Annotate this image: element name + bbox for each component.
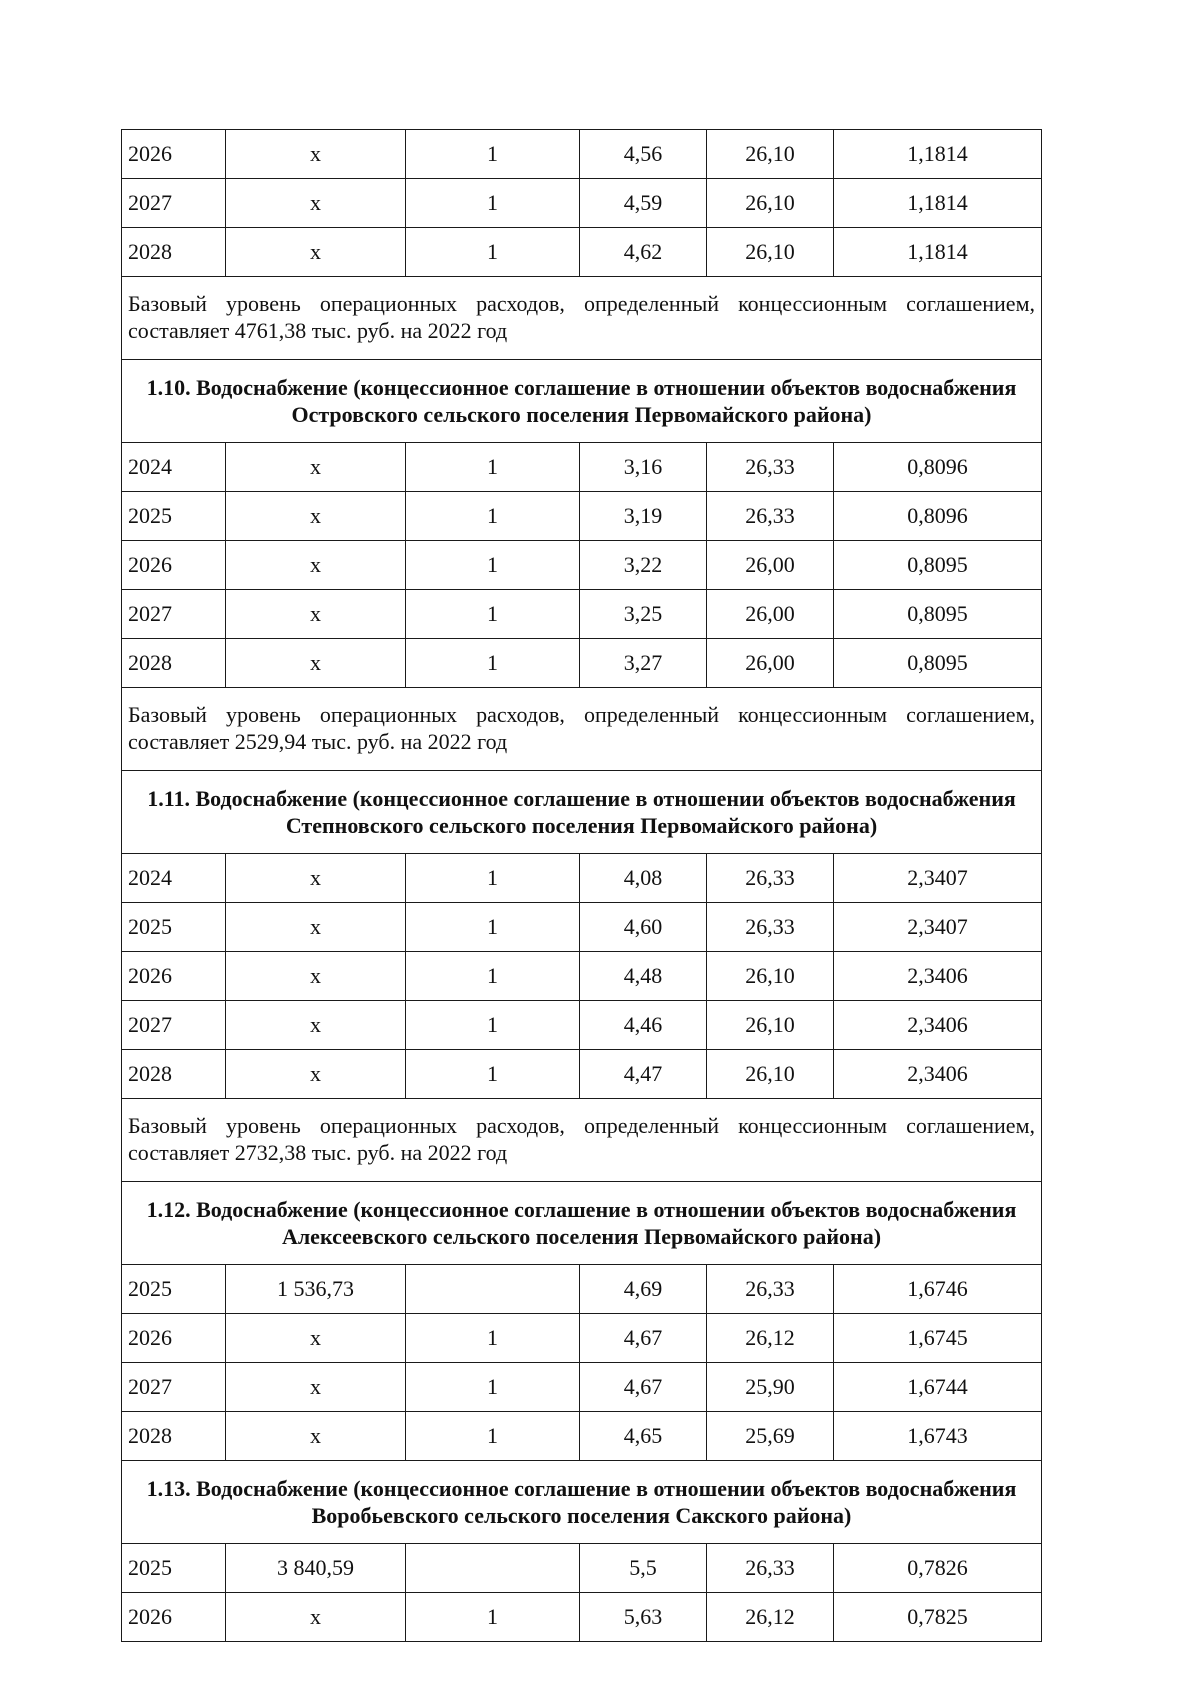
- section-heading: 1.10. Водоснабжение (концессионное соглашение в отношении объектов водоснабжения Островского сельского поселения Первомайского района): [122, 360, 1042, 443]
- value-cell-5: 2,3406: [834, 952, 1042, 1001]
- value-cell-3: 4,65: [580, 1412, 707, 1461]
- year-cell: 2026: [122, 1314, 226, 1363]
- value-cell-2: 1: [406, 952, 580, 1001]
- value-cell-2: 1: [406, 1001, 580, 1050]
- table-row: [122, 1001, 1042, 1050]
- value-cell-2: 1: [406, 1593, 580, 1642]
- section-heading-row: [122, 1461, 1042, 1544]
- value-cell-3: 3,16: [580, 443, 707, 492]
- value-cell-5: 1,6744: [834, 1363, 1042, 1412]
- value-cell-1: x: [226, 1314, 406, 1363]
- value-cell-2: 1: [406, 1314, 580, 1363]
- value-cell-5: 1,6745: [834, 1314, 1042, 1363]
- value-cell-3: 3,22: [580, 541, 707, 590]
- value-cell-5: 0,7826: [834, 1544, 1042, 1593]
- value-cell-5: 1,1814: [834, 179, 1042, 228]
- value-cell-3: 4,48: [580, 952, 707, 1001]
- value-cell-1: x: [226, 179, 406, 228]
- tariff-parameters-table: [121, 129, 1042, 1642]
- table-row: [122, 541, 1042, 590]
- value-cell-3: 5,63: [580, 1593, 707, 1642]
- value-cell-1: x: [226, 130, 406, 179]
- year-cell: 2028: [122, 228, 226, 277]
- table-row: [122, 1050, 1042, 1099]
- value-cell-4: 26,12: [707, 1593, 834, 1642]
- value-cell-1: x: [226, 1363, 406, 1412]
- table-row: [122, 179, 1042, 228]
- value-cell-3: 4,56: [580, 130, 707, 179]
- table-row: [122, 1314, 1042, 1363]
- year-cell: 2027: [122, 590, 226, 639]
- year-cell: 2026: [122, 130, 226, 179]
- year-cell: 2024: [122, 443, 226, 492]
- value-cell-1: x: [226, 639, 406, 688]
- value-cell-2: 1: [406, 854, 580, 903]
- value-cell-2: 1: [406, 590, 580, 639]
- value-cell-5: 2,3407: [834, 854, 1042, 903]
- value-cell-4: 26,10: [707, 130, 834, 179]
- base-level-note-row: [122, 277, 1042, 360]
- base-level-note-row: [122, 1099, 1042, 1182]
- value-cell-3: 3,19: [580, 492, 707, 541]
- value-cell-3: 4,67: [580, 1363, 707, 1412]
- value-cell-1: x: [226, 1001, 406, 1050]
- value-cell-1: x: [226, 443, 406, 492]
- table-row: [122, 903, 1042, 952]
- value-cell-4: 25,69: [707, 1412, 834, 1461]
- value-cell-1: x: [226, 1050, 406, 1099]
- value-cell-1: x: [226, 952, 406, 1001]
- value-cell-2: 1: [406, 179, 580, 228]
- value-cell-5: 2,3406: [834, 1001, 1042, 1050]
- value-cell-3: 3,27: [580, 639, 707, 688]
- value-cell-4: 26,10: [707, 1050, 834, 1099]
- year-cell: 2026: [122, 541, 226, 590]
- year-cell: 2025: [122, 1265, 226, 1314]
- base-level-note: Базовый уровень операционных расходов, определенный концессионным соглашением, составляет 2732,38 тыс. руб. на 2022 год: [122, 1099, 1042, 1182]
- section-heading: 1.13. Водоснабжение (концессионное соглашение в отношении объектов водоснабжения Воробьевского сельского поселения Сакского района): [122, 1461, 1042, 1544]
- value-cell-3: 4,62: [580, 228, 707, 277]
- value-cell-2: 1: [406, 228, 580, 277]
- value-cell-4: 26,33: [707, 443, 834, 492]
- value-cell-1: x: [226, 903, 406, 952]
- value-cell-1: 1 536,73: [226, 1265, 406, 1314]
- value-cell-1: x: [226, 854, 406, 903]
- table-row: [122, 590, 1042, 639]
- value-cell-2: 1: [406, 903, 580, 952]
- value-cell-4: 25,90: [707, 1363, 834, 1412]
- value-cell-4: 26,00: [707, 639, 834, 688]
- section-heading: 1.12. Водоснабжение (концессионное соглашение в отношении объектов водоснабжения Алексеевского сельского поселения Первомайского района): [122, 1182, 1042, 1265]
- year-cell: 2028: [122, 639, 226, 688]
- value-cell-3: 4,69: [580, 1265, 707, 1314]
- year-cell: 2025: [122, 492, 226, 541]
- value-cell-5: 0,8095: [834, 541, 1042, 590]
- base-level-note-row: [122, 688, 1042, 771]
- value-cell-5: 2,3406: [834, 1050, 1042, 1099]
- year-cell: 2026: [122, 952, 226, 1001]
- year-cell: 2028: [122, 1050, 226, 1099]
- year-cell: 2025: [122, 1544, 226, 1593]
- value-cell-5: 1,1814: [834, 130, 1042, 179]
- value-cell-1: x: [226, 1412, 406, 1461]
- table-row: [122, 130, 1042, 179]
- value-cell-2: [406, 1265, 580, 1314]
- value-cell-2: 1: [406, 130, 580, 179]
- table-row: [122, 1412, 1042, 1461]
- value-cell-2: 1: [406, 1050, 580, 1099]
- value-cell-2: 1: [406, 443, 580, 492]
- value-cell-3: 3,25: [580, 590, 707, 639]
- value-cell-5: 0,8095: [834, 590, 1042, 639]
- table-row: [122, 639, 1042, 688]
- value-cell-1: x: [226, 228, 406, 277]
- value-cell-4: 26,33: [707, 903, 834, 952]
- table-row: [122, 443, 1042, 492]
- value-cell-4: 26,10: [707, 179, 834, 228]
- value-cell-4: 26,10: [707, 228, 834, 277]
- value-cell-4: 26,33: [707, 492, 834, 541]
- value-cell-3: 4,47: [580, 1050, 707, 1099]
- value-cell-3: 4,60: [580, 903, 707, 952]
- value-cell-4: 26,10: [707, 952, 834, 1001]
- value-cell-5: 1,6746: [834, 1265, 1042, 1314]
- value-cell-5: 0,8096: [834, 443, 1042, 492]
- value-cell-3: 4,46: [580, 1001, 707, 1050]
- value-cell-4: 26,00: [707, 590, 834, 639]
- year-cell: 2024: [122, 854, 226, 903]
- value-cell-1: x: [226, 541, 406, 590]
- value-cell-4: 26,12: [707, 1314, 834, 1363]
- table-row: [122, 952, 1042, 1001]
- value-cell-5: 0,7825: [834, 1593, 1042, 1642]
- year-cell: 2027: [122, 179, 226, 228]
- section-heading: 1.11. Водоснабжение (концессионное соглашение в отношении объектов водоснабжения Степновского сельского поселения Первомайского района): [122, 771, 1042, 854]
- value-cell-3: 4,08: [580, 854, 707, 903]
- value-cell-5: 1,6743: [834, 1412, 1042, 1461]
- value-cell-2: 1: [406, 1363, 580, 1412]
- year-cell: 2027: [122, 1363, 226, 1412]
- value-cell-5: 0,8095: [834, 639, 1042, 688]
- value-cell-5: 0,8096: [834, 492, 1042, 541]
- base-level-note: Базовый уровень операционных расходов, определенный концессионным соглашением, составляет 4761,38 тыс. руб. на 2022 год: [122, 277, 1042, 360]
- value-cell-4: 26,33: [707, 1544, 834, 1593]
- year-cell: 2028: [122, 1412, 226, 1461]
- value-cell-2: 1: [406, 1412, 580, 1461]
- value-cell-2: 1: [406, 541, 580, 590]
- section-heading-row: [122, 1182, 1042, 1265]
- year-cell: 2027: [122, 1001, 226, 1050]
- value-cell-2: 1: [406, 492, 580, 541]
- value-cell-3: 4,59: [580, 179, 707, 228]
- value-cell-4: 26,33: [707, 854, 834, 903]
- table-row: [122, 854, 1042, 903]
- year-cell: 2025: [122, 903, 226, 952]
- table-row: [122, 228, 1042, 277]
- section-heading-row: [122, 771, 1042, 854]
- value-cell-4: 26,00: [707, 541, 834, 590]
- value-cell-4: 26,10: [707, 1001, 834, 1050]
- year-cell: 2026: [122, 1593, 226, 1642]
- table-row: [122, 1544, 1042, 1593]
- value-cell-3: 5,5: [580, 1544, 707, 1593]
- value-cell-1: x: [226, 492, 406, 541]
- value-cell-3: 4,67: [580, 1314, 707, 1363]
- value-cell-5: 1,1814: [834, 228, 1042, 277]
- value-cell-1: x: [226, 1593, 406, 1642]
- table-row: [122, 492, 1042, 541]
- section-heading-row: [122, 360, 1042, 443]
- value-cell-2: 1: [406, 639, 580, 688]
- value-cell-4: 26,33: [707, 1265, 834, 1314]
- table-row: [122, 1593, 1042, 1642]
- base-level-note: Базовый уровень операционных расходов, определенный концессионным соглашением, составляет 2529,94 тыс. руб. на 2022 год: [122, 688, 1042, 771]
- table-row: [122, 1363, 1042, 1412]
- table-row: [122, 1265, 1042, 1314]
- value-cell-5: 2,3407: [834, 903, 1042, 952]
- value-cell-1: 3 840,59: [226, 1544, 406, 1593]
- value-cell-1: x: [226, 590, 406, 639]
- value-cell-2: [406, 1544, 580, 1593]
